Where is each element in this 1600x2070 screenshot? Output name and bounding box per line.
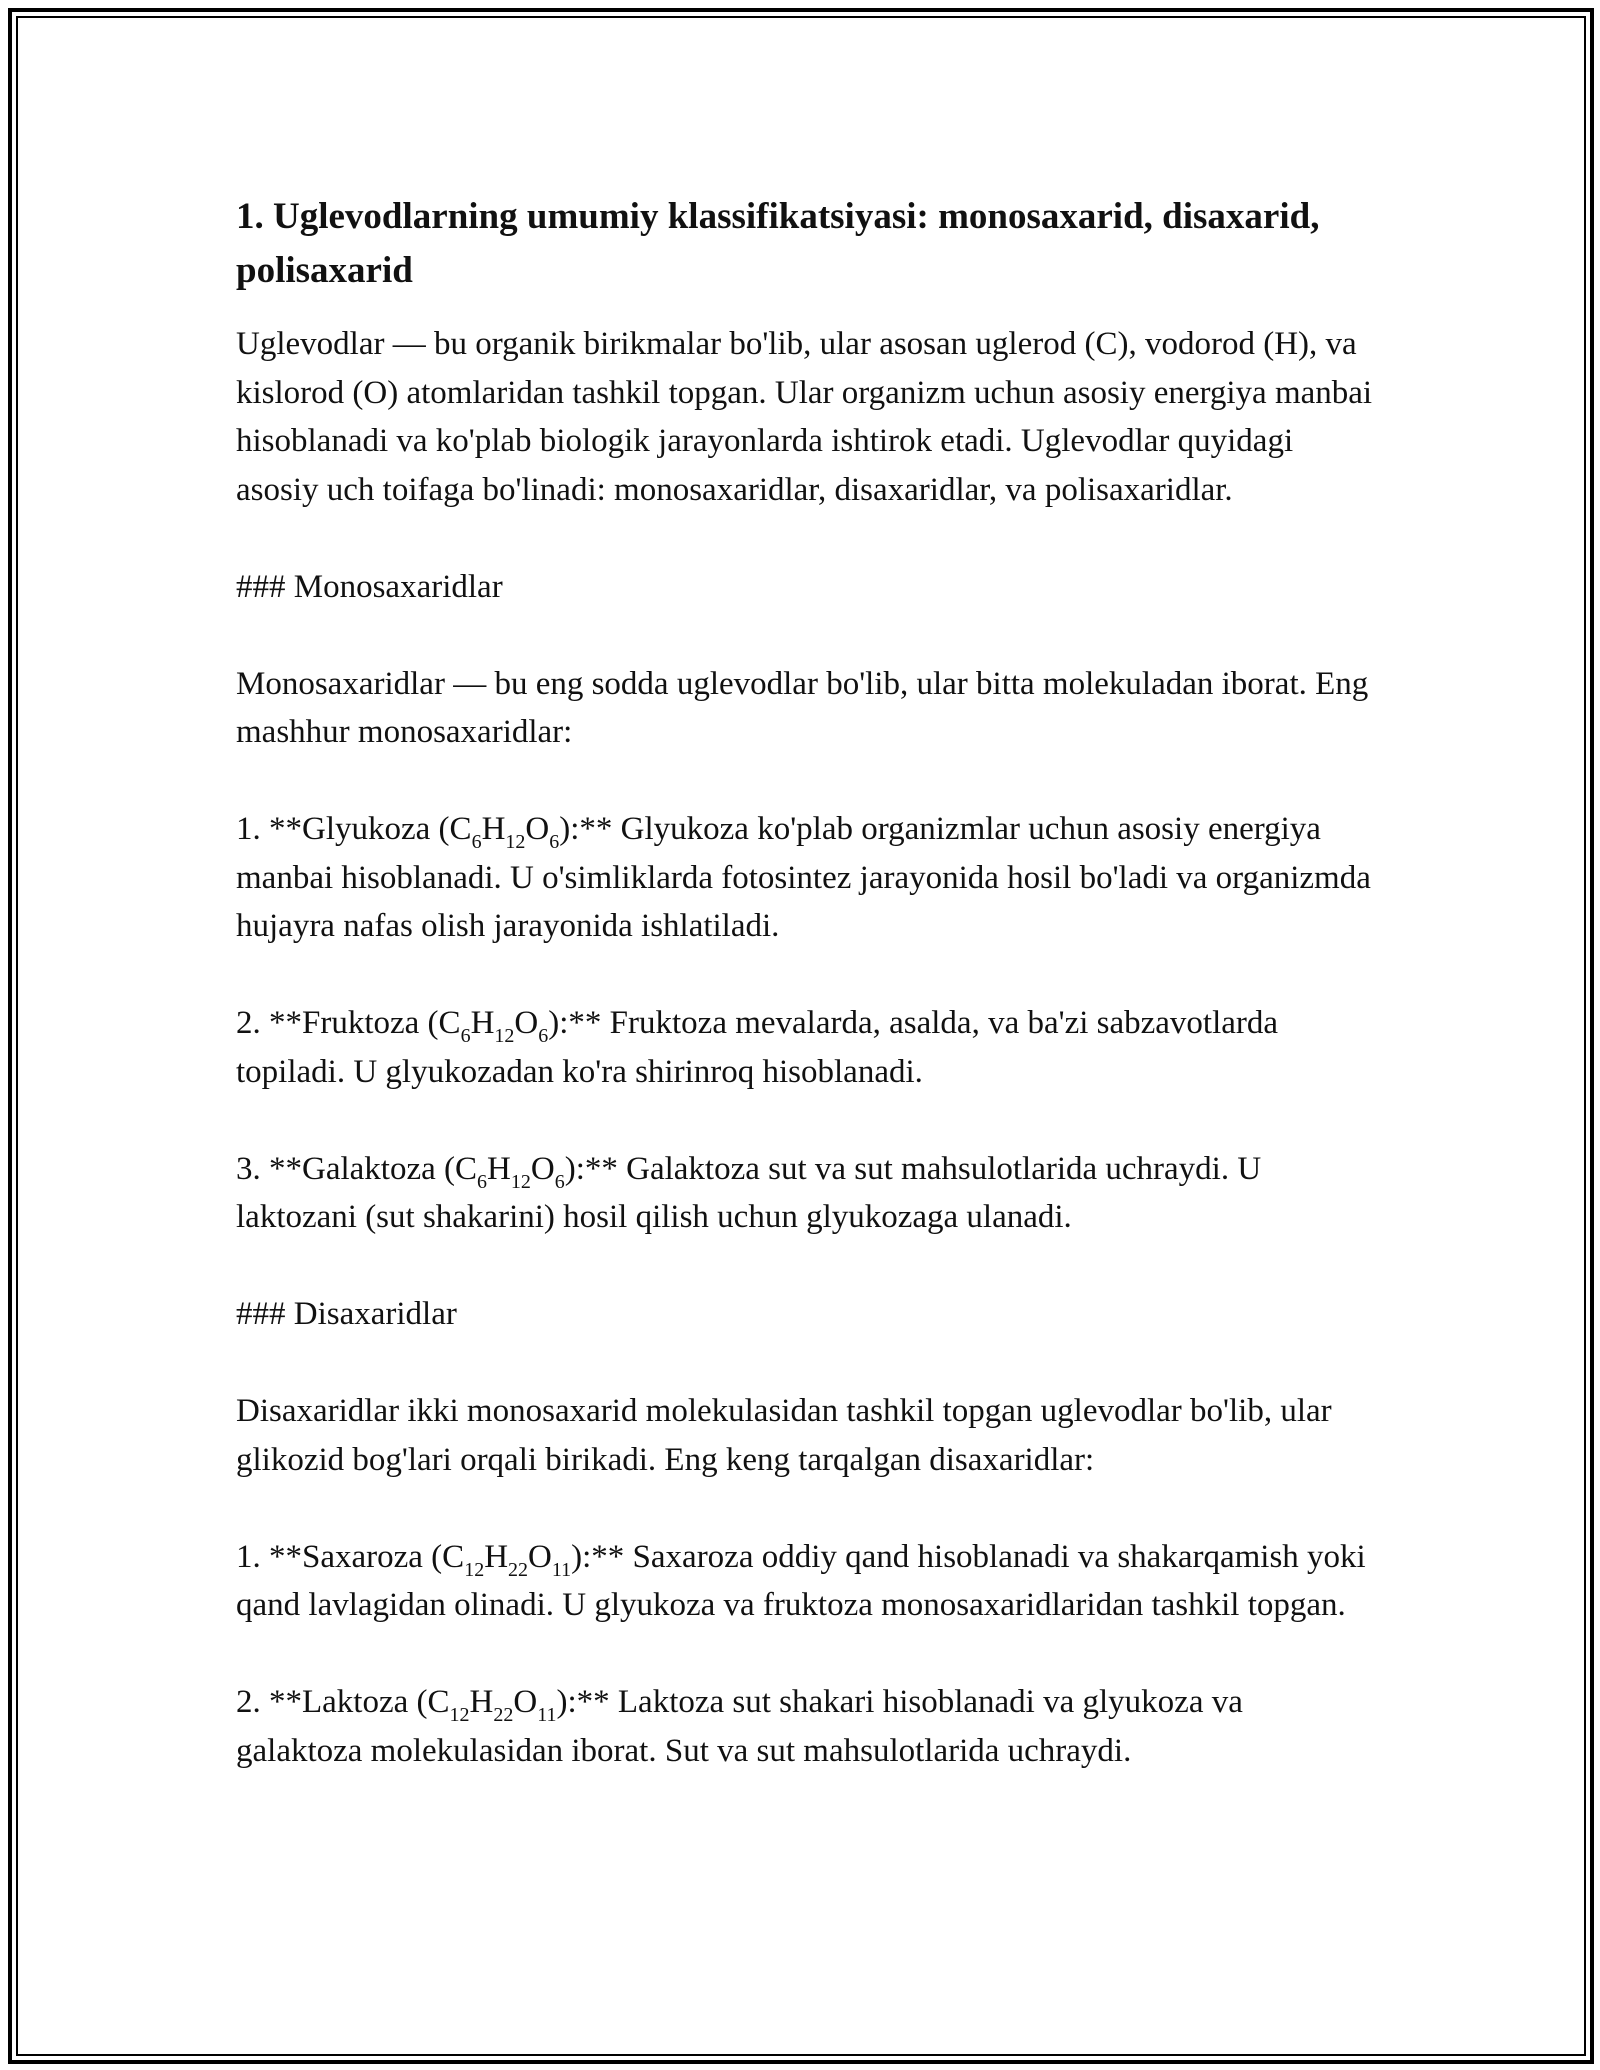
formula-subscript: 12 [510, 1170, 531, 1193]
formula-subscript: 12 [464, 1558, 485, 1581]
formula-element: O [528, 1538, 552, 1575]
formula-element: O [530, 1150, 555, 1187]
formula-subscript: 22 [508, 1558, 529, 1581]
intro-paragraph: Uglevodlar — bu organik birikmalar bo'lib, ular asosan uglerod (C), vodorod (H), va kislorod (O) atomlaridan tashkil topgan. Ular organizm uchun asosiy energiya manbai hisoblanadi va ko'plab biologik jarayonlarda ishtirok etadi. Uglevodlar quyidagi asosiy uch toifaga bo'linadi: monosaxaridlar, disaxaridlar, va polisaxaridlar. [236, 326, 1373, 508]
formula-subscript: 6 [460, 1025, 471, 1047]
formula-element: O [513, 1684, 538, 1720]
di-intro-paragraph: Disaxaridlar ikki monosaxarid molekulasidan tashkil topgan uglevodlar bo'lib, ular glikozid bog'lari orqali birikadi. Eng keng tarqalgan disaxaridlar: [236, 1393, 1332, 1478]
formula-element: C [455, 1150, 478, 1187]
section-heading-disaxaridlar: ### Disaxaridlar [236, 1296, 457, 1332]
formula-subscript: 6 [549, 831, 560, 853]
formula-subscript: 11 [551, 1558, 572, 1581]
list-item: 1. **Glyukoza $(C_6H_{12}O_6):**$ Glyukoza ko'plab organizmlar uchun asosiy energiya manbai hisoblanadi. U o'simliklarda fotosintez jarayonida hosil bo'ladi va organizmda hujayra nafas olish jarayonida ishlatiladi. [236, 811, 1371, 944]
mono-list [236, 805, 1376, 1242]
section-heading-monosaxaridlar: ### Monosaxaridlar [236, 568, 503, 605]
formula-subscript: 11 [537, 1704, 557, 1726]
formula-subscript: 12 [449, 1704, 470, 1726]
formula-element: H [470, 1005, 495, 1041]
formula-element: H [484, 1538, 509, 1575]
formula-subscript: 6 [554, 1170, 565, 1193]
formula-subscript: 6 [538, 1025, 549, 1047]
formula-subscript: 6 [471, 831, 482, 853]
formula-element: C [427, 1684, 450, 1720]
formula-element: O [514, 1005, 539, 1041]
list-item: 1. **Saxaroza $(C_{12}H_{22}O_{11}):**$ Saxaroza oddiy qand hisoblanadi va shakarqamish yoki qand lavlagidan olinadi. U glyukoza va fruktoza monosaxaridlaridan tashkil topgan. [236, 1538, 1366, 1623]
list-item: 3. **Galaktoza $(C_6H_{12}O_6):**$ Galaktoza sut va sut mahsulotlarida uchraydi. U laktozani (sut shakarini) hosil qilish uchun glyukozaga ulanadi. [236, 1150, 1262, 1235]
formula-element: C [438, 1005, 461, 1041]
formula-element: O [525, 811, 550, 847]
list-item: 2. **Laktoza $(C_{12}H_{22}O_{11}):**$ Laktoza sut shakari hisoblanadi va glyukoza va galaktoza molekulasidan iborat. Sut va sut mahsulotlarida uchraydi. [236, 1684, 1243, 1769]
formula-element: H [469, 1684, 494, 1720]
formula-element: H [481, 811, 506, 847]
formula-element: C [449, 811, 472, 847]
formula-element: C [442, 1538, 465, 1575]
formula-subscript: 22 [493, 1704, 514, 1726]
list-item: 2. **Fruktoza $(C_6H_{12}O_6):**$ Fruktoza mevalarda, asalda, va ba'zi sabzavotlarda topiladi. U glyukozadan ko'ra shirinroq hisoblanadi. [236, 1005, 1279, 1090]
document-body [236, 190, 1376, 1824]
di-list [236, 1533, 1376, 1776]
formula-element: H [487, 1150, 511, 1187]
mono-intro-paragraph: Monosaxaridlar — bu eng sodda uglevodlar bo'lib, ular bitta molekuladan iborat. Eng mashhur monosaxaridlar: [236, 665, 1369, 750]
document-title: 1. Uglevodlarning umumiy klassifikatsiyasi: monosaxarid, disaxarid, polisaxarid [236, 196, 1320, 291]
formula-subscript: 6 [477, 1170, 488, 1193]
formula-subscript: 12 [494, 1025, 515, 1047]
formula-subscript: 12 [505, 831, 526, 853]
